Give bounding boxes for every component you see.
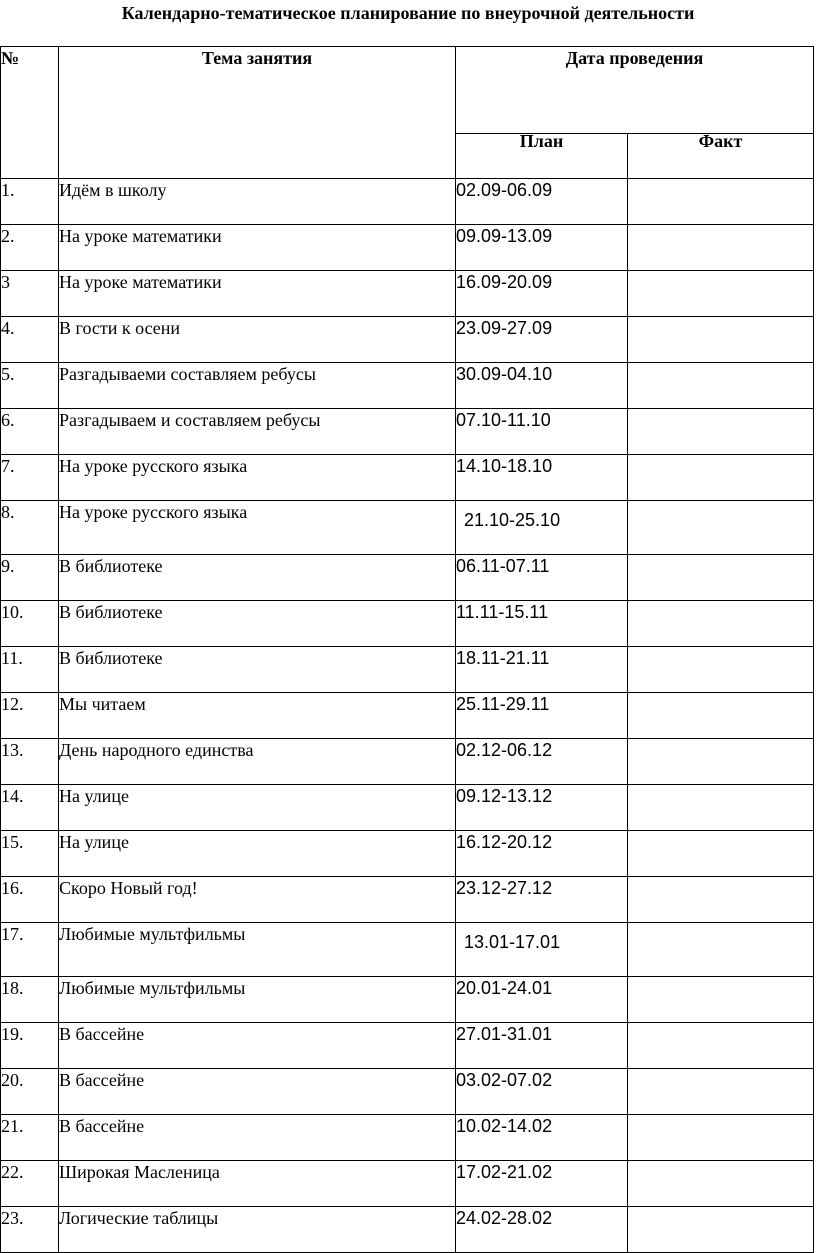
row-number: 7.	[1, 455, 59, 501]
row-number: 1.	[1, 179, 59, 225]
table-row	[1, 647, 814, 693]
row-fact-date	[628, 455, 814, 501]
table-row	[1, 555, 814, 601]
row-number: 18.	[1, 977, 59, 1023]
row-plan-date: 02.12-06.12	[456, 739, 628, 785]
row-topic: Любимые мультфильмы	[59, 923, 456, 977]
table-row	[1, 1069, 814, 1115]
row-fact-date	[628, 977, 814, 1023]
header-date: Дата проведения	[456, 47, 814, 134]
row-plan-date: 13.01-17.01	[456, 923, 628, 977]
table-row	[1, 923, 814, 977]
row-plan-date: 21.10-25.10	[456, 501, 628, 555]
row-plan-date: 23.12-27.12	[456, 877, 628, 923]
table-row	[1, 785, 814, 831]
row-number: 20.	[1, 1069, 59, 1115]
header-plan-label: План	[519, 131, 564, 151]
row-plan-date: 10.02-14.02	[456, 1115, 628, 1161]
row-number: 5.	[1, 363, 59, 409]
row-fact-date	[628, 877, 814, 923]
row-topic: В библиотеке	[59, 601, 456, 647]
row-topic: Любимые мультфильмы	[59, 977, 456, 1023]
row-plan-date: 03.02-07.02	[456, 1069, 628, 1115]
row-number: 22.	[1, 1161, 59, 1207]
row-topic: День народного единства	[59, 739, 456, 785]
row-fact-date	[628, 601, 814, 647]
row-fact-date	[628, 785, 814, 831]
table-row	[1, 1115, 814, 1161]
row-fact-date	[628, 225, 814, 271]
row-fact-date	[628, 923, 814, 977]
row-topic: В бассейне	[59, 1023, 456, 1069]
table-row	[1, 409, 814, 455]
row-number: 17.	[1, 923, 59, 977]
table-row	[1, 831, 814, 877]
row-topic: На уроке русского языка	[59, 501, 456, 555]
row-number: 9.	[1, 555, 59, 601]
schedule-table	[0, 46, 814, 1253]
row-topic: На уроке русского языка	[59, 455, 456, 501]
row-fact-date	[628, 739, 814, 785]
row-topic: На улице	[59, 785, 456, 831]
row-number: 13.	[1, 739, 59, 785]
table-row	[1, 179, 814, 225]
row-fact-date	[628, 1023, 814, 1069]
row-topic: Логические таблицы	[59, 1207, 456, 1253]
row-plan-date: 25.11-29.11	[456, 693, 628, 739]
row-topic: Широкая Масленица	[59, 1161, 456, 1207]
row-number: 10.	[1, 601, 59, 647]
header-fact-label: Факт	[698, 131, 743, 151]
row-number: 8.	[1, 501, 59, 555]
row-number: 23.	[1, 1207, 59, 1253]
row-number: 19.	[1, 1023, 59, 1069]
row-plan-date: 24.02-28.02	[456, 1207, 628, 1253]
row-plan-date: 09.12-13.12	[456, 785, 628, 831]
row-plan-date: 18.11-21.11	[456, 647, 628, 693]
row-topic: Мы читаем	[59, 693, 456, 739]
row-topic: На улице	[59, 831, 456, 877]
row-fact-date	[628, 831, 814, 877]
row-plan-date: 20.01-24.01	[456, 977, 628, 1023]
header-plan	[456, 131, 628, 179]
row-fact-date	[628, 501, 814, 555]
row-number: 4.	[1, 317, 59, 363]
row-number: 11.	[1, 647, 59, 693]
row-fact-date	[628, 1115, 814, 1161]
table-row	[1, 363, 814, 409]
row-plan-date: 02.09-06.09	[456, 179, 628, 225]
row-fact-date	[628, 271, 814, 317]
header-topic: Тема занятия	[59, 47, 456, 179]
row-fact-date	[628, 555, 814, 601]
row-plan-date: 16.12-20.12	[456, 831, 628, 877]
row-number: 2.	[1, 225, 59, 271]
row-number: 12.	[1, 693, 59, 739]
row-topic: В бассейне	[59, 1069, 456, 1115]
row-fact-date	[628, 179, 814, 225]
table-row	[1, 271, 814, 317]
table-row	[1, 601, 814, 647]
row-number: 3	[1, 271, 59, 317]
row-number: 21.	[1, 1115, 59, 1161]
row-topic: Разгадываем и составляем ребусы	[59, 409, 456, 455]
row-fact-date	[628, 693, 814, 739]
row-topic: В гости к осени	[59, 317, 456, 363]
table-row	[1, 877, 814, 923]
row-number: 14.	[1, 785, 59, 831]
row-number: 15.	[1, 831, 59, 877]
row-plan-date: 30.09-04.10	[456, 363, 628, 409]
header-fact	[628, 131, 814, 179]
row-fact-date	[628, 317, 814, 363]
table-row	[1, 501, 814, 555]
table-row	[1, 1161, 814, 1207]
row-plan-date: 14.10-18.10	[456, 455, 628, 501]
header-number: №	[1, 47, 59, 179]
table-row	[1, 977, 814, 1023]
row-fact-date	[628, 1161, 814, 1207]
row-plan-date: 09.09-13.09	[456, 225, 628, 271]
row-topic: Скоро Новый год!	[59, 877, 456, 923]
row-topic: Идём в школу	[59, 179, 456, 225]
row-plan-date: 06.11-07.11	[456, 555, 628, 601]
table-row	[1, 1207, 814, 1253]
table-row	[1, 739, 814, 785]
row-topic: Разгадываеми составляем ребусы	[59, 363, 456, 409]
row-fact-date	[628, 647, 814, 693]
row-topic: В библиотеке	[59, 555, 456, 601]
table-body	[1, 179, 814, 1253]
row-fact-date	[628, 1207, 814, 1253]
row-number: 16.	[1, 877, 59, 923]
row-fact-date	[628, 363, 814, 409]
row-plan-date: 16.09-20.09	[456, 271, 628, 317]
row-plan-date: 23.09-27.09	[456, 317, 628, 363]
table-row	[1, 455, 814, 501]
row-plan-date: 11.11-15.11	[456, 601, 628, 647]
row-plan-date: 27.01-31.01	[456, 1023, 628, 1069]
row-plan-date: 07.10-11.10	[456, 409, 628, 455]
row-number: 6.	[1, 409, 59, 455]
row-fact-date	[628, 1069, 814, 1115]
table-row	[1, 1023, 814, 1069]
document-title: Календарно-тематическое планирование по внеурочной деятельности	[121, 3, 695, 23]
row-plan-date: 17.02-21.02	[456, 1161, 628, 1207]
table-row	[1, 693, 814, 739]
row-topic: В бассейне	[59, 1115, 456, 1161]
table-row	[1, 317, 814, 363]
row-topic: На уроке математики	[59, 271, 456, 317]
table-row	[1, 225, 814, 271]
row-fact-date	[628, 409, 814, 455]
row-topic: В библиотеке	[59, 647, 456, 693]
row-topic: На уроке математики	[59, 225, 456, 271]
